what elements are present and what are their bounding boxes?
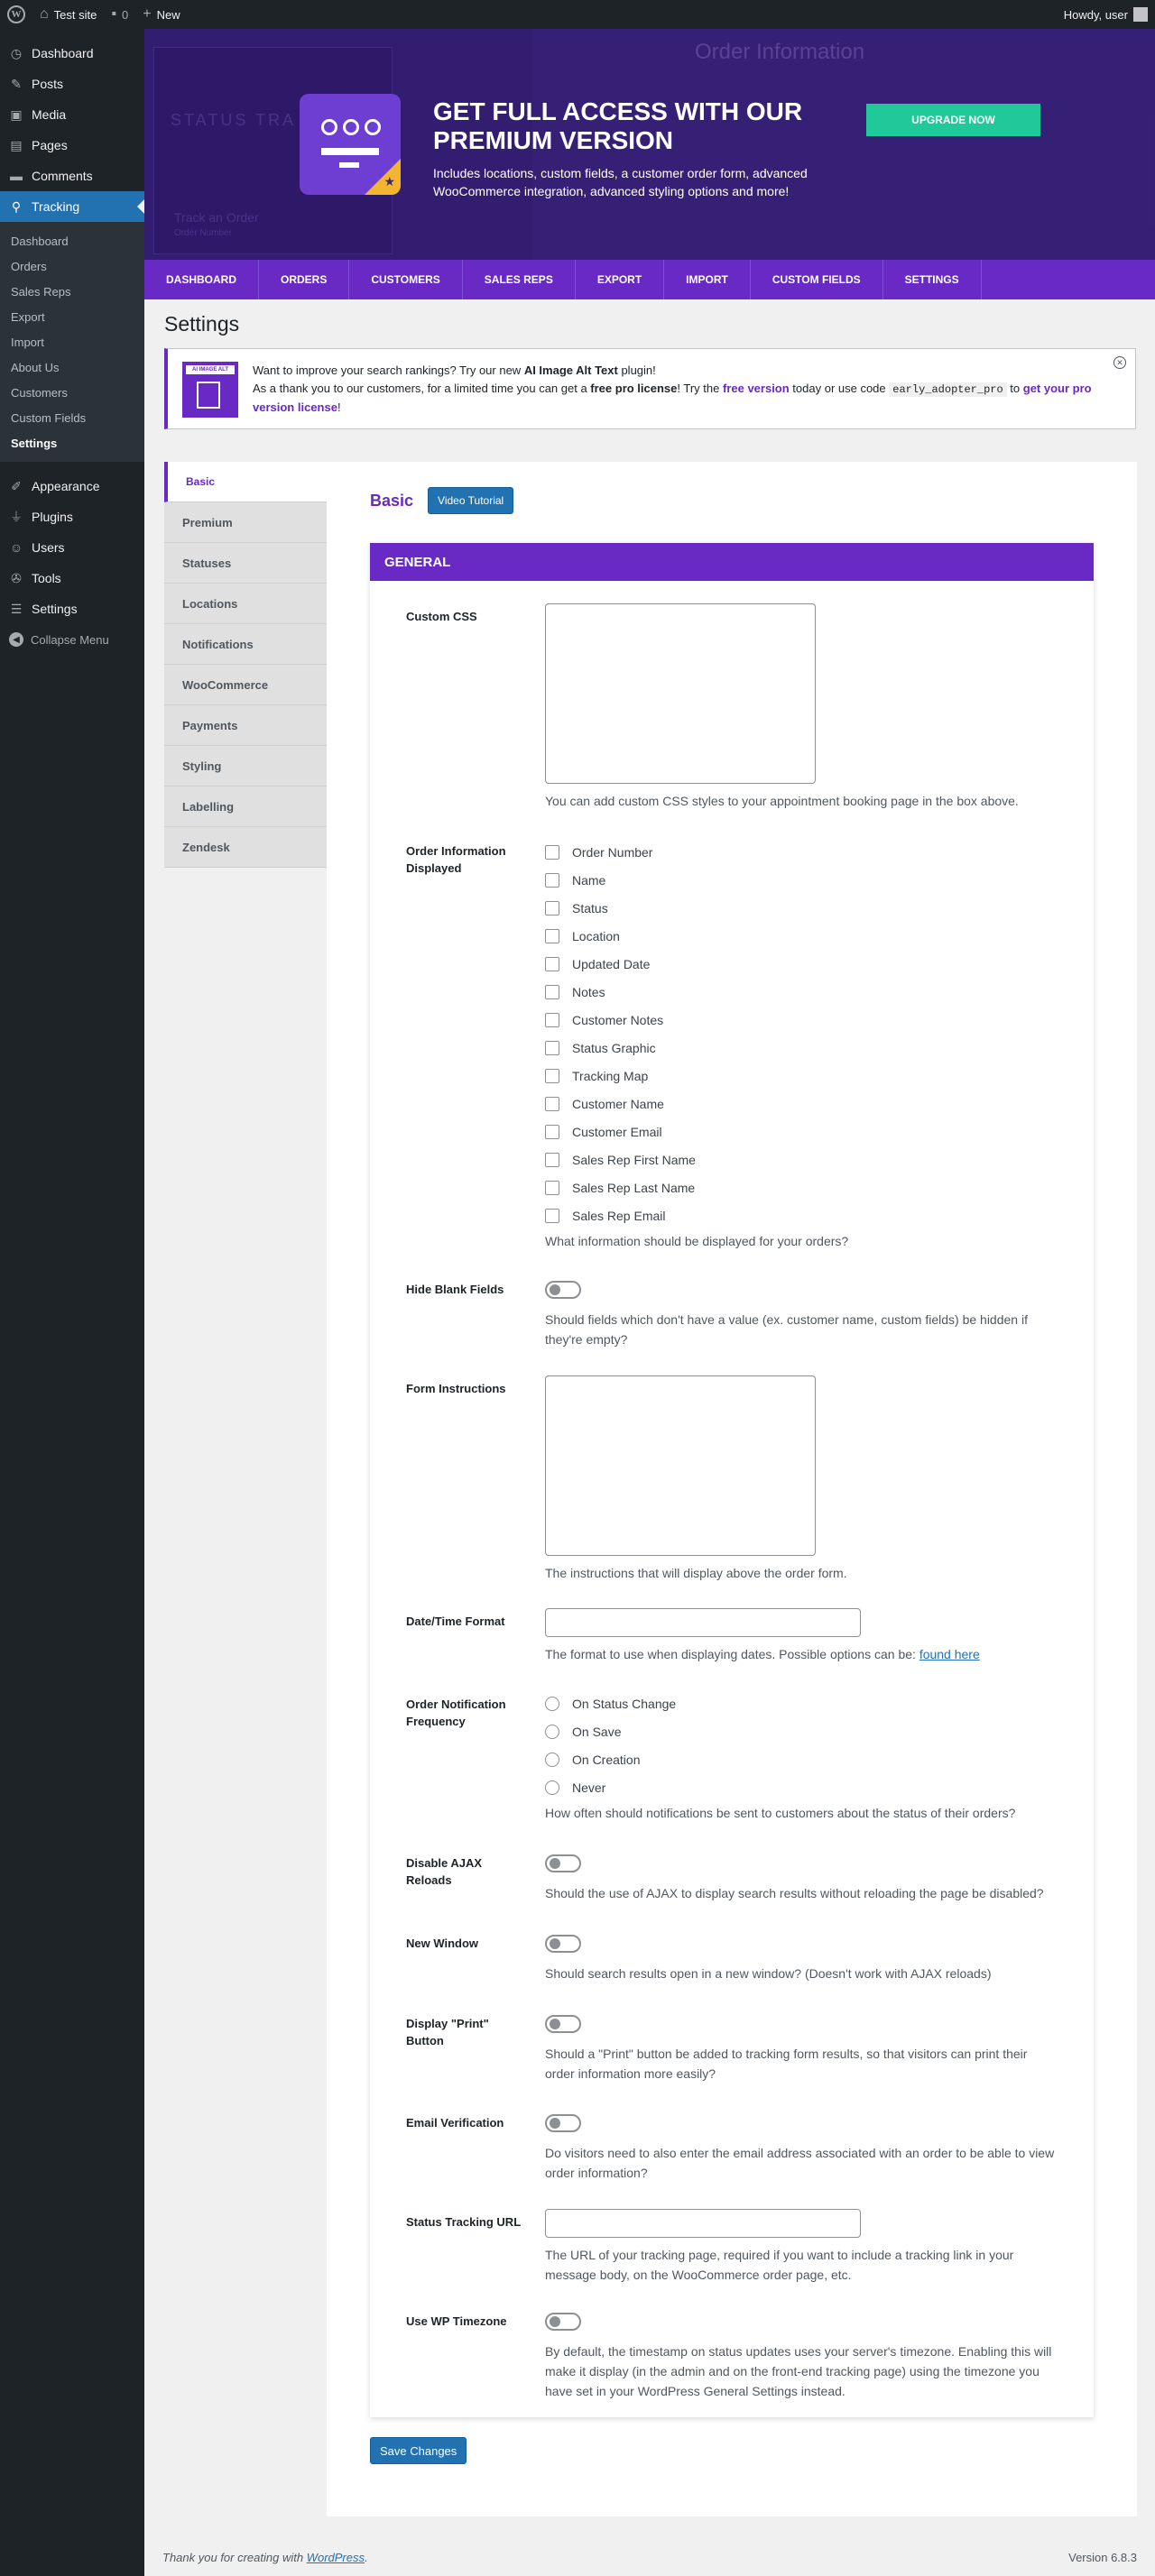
premium-banner [144, 29, 1155, 260]
order-info-option[interactable] [545, 922, 1059, 950]
sidebar-item-label: Media [32, 107, 67, 122]
section-heading: Basic [370, 491, 414, 510]
avatar [1133, 7, 1148, 22]
tab-notifications[interactable]: Notifications [164, 624, 327, 665]
checkbox-label: Customer Notes [572, 1012, 664, 1027]
plugin-nav [144, 260, 1155, 299]
home-icon: ⌂ [40, 6, 49, 22]
checkbox[interactable] [545, 1153, 559, 1167]
tab-payments[interactable]: Payments [164, 705, 327, 746]
radio-button[interactable] [545, 1780, 559, 1795]
checkbox[interactable] [545, 985, 559, 999]
print-button-description: Should a "Print" button be added to tracking form results, so that visitors can print their order information more easily? [545, 2047, 1028, 2081]
new-window-label: New Window [406, 1937, 479, 1950]
hide-blank-description: Should fields which don't have a value (ex. customer name, custom fields) be hidden if they're empty? [545, 1312, 1028, 1347]
tab-basic[interactable]: Basic [164, 462, 327, 502]
order-info-option[interactable] [545, 1201, 1059, 1229]
radio-button[interactable] [545, 1725, 559, 1739]
plugin-nav-custom-fields[interactable]: CUSTOM FIELDS [751, 260, 883, 299]
email-verification-description: Do visitors need to also enter the email address associated with an order to be able to view order information? [545, 2146, 1055, 2180]
sidebar-item-label: Dashboard [32, 46, 94, 60]
tracking-submenu [0, 222, 144, 462]
order-info-option[interactable] [545, 894, 1059, 922]
checkbox[interactable] [545, 1125, 559, 1139]
sidebar-item-media[interactable] [0, 99, 144, 130]
new-content-link[interactable]: + New [143, 6, 180, 22]
new-window-description: Should search results open in a new window? (Doesn't work with AJAX reloads) [545, 1966, 992, 1981]
order-info-description: What information should be displayed for your orders? [545, 1234, 849, 1248]
save-changes-button[interactable]: Save Changes [370, 2437, 467, 2464]
wp-timezone-description: By default, the timestamp on status updates uses your server's timezone. Enabling this will make it display (in the admin and on the front-end tracking page) using the timezone you have set in your WordPress General Settings instead. [545, 2344, 1052, 2398]
admin-bar [0, 0, 1155, 29]
tracking-url-label: Status Tracking URL [406, 2215, 522, 2229]
print-button-toggle[interactable] [545, 2015, 581, 2033]
plugin-nav-orders[interactable]: ORDERS [259, 260, 349, 299]
banner-title: GET FULL ACCESS WITH OUR PREMIUM VERSION [433, 97, 803, 154]
radio-button[interactable] [545, 1697, 559, 1711]
order-info-option[interactable] [545, 1173, 1059, 1201]
tab-statuses[interactable]: Statuses [164, 543, 327, 584]
sidebar-item-label: Comments [32, 169, 93, 183]
dashboard-icon: ◷ [10, 45, 23, 60]
tab-zendesk[interactable]: Zendesk [164, 827, 327, 868]
custom-css-textarea[interactable] [545, 603, 816, 784]
tab-woocommerce[interactable]: WooCommerce [164, 665, 327, 705]
admin-sidebar [0, 29, 144, 2576]
order-info-label: Order Information Displayed [406, 844, 506, 875]
date-format-label: Date/Time Format [406, 1615, 505, 1628]
plugin-logo-icon [300, 94, 401, 195]
form-instructions-textarea[interactable] [545, 1375, 816, 1556]
submenu-item-export[interactable]: Export [11, 309, 45, 324]
tab-labelling[interactable]: Labelling [164, 787, 327, 827]
wrench-icon: ✇ [11, 570, 22, 585]
form-instructions-description: The instructions that will display above the order form. [545, 1566, 847, 1580]
video-tutorial-button[interactable]: Video Tutorial [428, 487, 513, 514]
submenu-item-dashboard[interactable]: Dashboard [11, 234, 69, 248]
submenu-item-customers[interactable]: Customers [11, 385, 68, 400]
sidebar-item-plugins[interactable] [0, 501, 144, 532]
order-info-option[interactable] [545, 1006, 1059, 1034]
comments-icon: ▬ [10, 169, 23, 183]
image-icon [197, 382, 220, 409]
sidebar-item-dashboard[interactable] [0, 38, 144, 69]
checkbox-label: Updated Date [572, 956, 651, 971]
sidebar-item-label: Settings [32, 602, 78, 616]
sidebar-item-tools[interactable] [0, 563, 144, 593]
sidebar-item-appearance[interactable] [0, 471, 144, 501]
radio-label: On Status Change [572, 1696, 677, 1711]
page-title: Settings [164, 312, 240, 336]
submenu-item-custom-fields[interactable]: Custom Fields [11, 410, 87, 425]
checkbox[interactable] [545, 901, 559, 915]
location-pin-icon: ⚲ [11, 198, 22, 214]
sidebar-item-label: Tools [32, 571, 61, 585]
dismiss-notice-icon[interactable]: ✕ [1113, 356, 1126, 369]
order-info-option[interactable] [545, 1034, 1059, 1062]
plugin-nav-import[interactable]: IMPORT [664, 260, 751, 299]
disable-ajax-label: Disable AJAX Reloads [406, 1856, 483, 1887]
custom-css-label: Custom CSS [406, 610, 477, 623]
checkbox[interactable] [545, 1041, 559, 1055]
checkbox-label: Sales Rep Email [572, 1208, 666, 1223]
checkbox-label: Name [572, 872, 606, 888]
wp-timezone-toggle[interactable] [545, 2313, 581, 2331]
order-info-checkboxes [545, 838, 1059, 1229]
custom-css-description: You can add custom CSS styles to your appointment booking page in the box above. [545, 794, 1019, 808]
plugin-nav-settings[interactable]: SETTINGS [883, 260, 982, 299]
checkbox[interactable] [545, 1209, 559, 1223]
submenu-item-orders[interactable]: Orders [11, 259, 47, 273]
notice-text: Want to improve your search rankings? Try our new AI Image Alt Text plugin! As a thank you to our customers, for a limited time you can get a free pro license! Try the free version today or use code early_adopter_pro to get your pro version license! [253, 363, 1092, 414]
checkbox[interactable] [545, 1069, 559, 1083]
checkbox[interactable] [545, 1013, 559, 1027]
plug-icon: ⏚ [10, 510, 23, 524]
radio-label: On Creation [572, 1752, 641, 1767]
submenu-item-about-us[interactable]: About Us [11, 360, 60, 374]
collapse-arrow-icon: ◀ [9, 632, 23, 647]
settings-icon: ☰ [10, 601, 23, 616]
sidebar-item-label: Appearance [32, 479, 100, 493]
brush-icon: ✐ [11, 478, 22, 493]
wp-timezone-label: Use WP Timezone [406, 2314, 507, 2328]
checkbox-label: Customer Email [572, 1124, 662, 1139]
frequency-option[interactable] [545, 1745, 1059, 1773]
order-info-option[interactable] [545, 1090, 1059, 1118]
found-here-link[interactable]: found here [919, 1647, 980, 1661]
notification-frequency-description: How often should notifications be sent to customers about the status of their orders? [545, 1806, 1016, 1820]
checkbox[interactable] [545, 1181, 559, 1195]
checkbox-label: Status [572, 900, 608, 915]
wordpress-link[interactable]: WordPress [306, 2551, 365, 2564]
checkbox[interactable] [545, 929, 559, 943]
date-format-input[interactable] [545, 1608, 861, 1637]
sidebar-item-label: Users [32, 540, 65, 555]
coupon-code: early_adopter_pro [889, 382, 1006, 397]
order-info-option[interactable] [545, 838, 1059, 866]
checkbox-label: Status Graphic [572, 1040, 656, 1055]
tracking-url-description: The URL of your tracking page, required if you want to include a tracking link in your message body, on the WooCommerce order page, etc. [545, 2248, 1014, 2282]
checkbox-label: Sales Rep First Name [572, 1152, 696, 1167]
collapse-menu-button[interactable]: ◀ Collapse Menu [0, 624, 144, 655]
order-info-option[interactable] [545, 1118, 1059, 1145]
checkbox[interactable] [545, 957, 559, 971]
footer-version: Version 6.8.3 [1068, 2551, 1137, 2564]
sidebar-item-users[interactable] [0, 532, 144, 563]
comments-link[interactable]: ▪ 0 [111, 6, 129, 22]
sidebar-item-tracking[interactable] [0, 191, 144, 222]
print-button-label: Display "Print" Button [406, 2017, 489, 2047]
ai-image-alt-text-logo: AI IMAGE ALT TEXT [182, 362, 238, 418]
star-icon: ★ [383, 174, 395, 189]
notification-frequency-radios [545, 1689, 1059, 1801]
general-section [370, 543, 1094, 2417]
user-account-menu[interactable]: Howdy, user [1064, 7, 1155, 22]
radio-button[interactable] [545, 1753, 559, 1767]
settings-tabs [164, 462, 327, 868]
sidebar-item-label: Posts [32, 77, 64, 91]
order-info-option[interactable] [545, 978, 1059, 1006]
wp-logo-menu[interactable] [0, 0, 32, 29]
new-window-toggle[interactable] [545, 1935, 581, 1953]
free-version-link[interactable]: free version [722, 382, 790, 395]
date-format-description: The format to use when displaying dates. Possible options can be: found here [545, 1647, 980, 1661]
sidebar-item-label: Pages [32, 138, 68, 152]
hide-blank-label: Hide Blank Fields [406, 1283, 504, 1296]
tab-locations[interactable]: Locations [164, 584, 327, 624]
footer-thanks: Thank you for creating with WordPress. [162, 2551, 368, 2564]
settings-panel [327, 462, 1137, 2516]
submenu-item-sales-reps[interactable]: Sales Reps [11, 284, 71, 299]
checkbox-label: Customer Name [572, 1096, 664, 1111]
pro-license-link[interactable]: get your pro version license [253, 382, 1092, 414]
order-info-option[interactable] [545, 950, 1059, 978]
submenu-item-import[interactable]: Import [11, 335, 44, 349]
comment-icon: ▪ [111, 6, 117, 22]
email-verification-toggle[interactable] [545, 2114, 581, 2132]
frequency-option[interactable] [545, 1689, 1059, 1717]
sidebar-item-label: Plugins [32, 510, 73, 524]
checkbox-label: Location [572, 928, 620, 943]
frequency-option[interactable] [545, 1773, 1059, 1801]
promo-notice [164, 348, 1136, 429]
general-section-title: GENERAL [370, 543, 1094, 581]
checkbox-label: Sales Rep Last Name [572, 1180, 696, 1195]
order-info-option[interactable] [545, 866, 1059, 894]
radio-label: On Save [572, 1724, 622, 1739]
plugin-nav-dashboard[interactable]: DASHBOARD [144, 260, 259, 299]
banner-subtitle: Includes locations, custom fields, a customer order form, advanced WooCommerce integration, advanced styling options and more! [433, 166, 808, 198]
radio-label: Never [572, 1780, 606, 1795]
order-info-option[interactable] [545, 1062, 1059, 1090]
email-verification-label: Email Verification [406, 2116, 504, 2130]
plus-icon: + [143, 6, 152, 22]
checkbox-label: Notes [572, 984, 605, 999]
checkbox-label: Tracking Map [572, 1068, 649, 1083]
wordpress-logo-icon: W [7, 5, 25, 23]
sidebar-item-posts[interactable] [0, 69, 144, 99]
plugin-nav-sales-reps[interactable]: SALES REPS [463, 260, 576, 299]
plugin-nav-export[interactable]: EXPORT [576, 260, 664, 299]
hide-blank-toggle[interactable] [545, 1281, 581, 1299]
tab-premium[interactable]: Premium [164, 502, 327, 543]
order-info-option[interactable] [545, 1145, 1059, 1173]
tracking-url-input[interactable] [545, 2209, 861, 2238]
sidebar-item-settings[interactable] [0, 593, 144, 624]
submenu-item-settings[interactable]: Settings [11, 436, 58, 450]
tab-styling[interactable]: Styling [164, 746, 327, 787]
pages-icon: ▤ [10, 137, 23, 152]
disable-ajax-description: Should the use of AJAX to display search results without reloading the page be disabled? [545, 1886, 1044, 1900]
checkbox[interactable] [545, 845, 559, 860]
upgrade-now-button[interactable]: UPGRADE NOW [866, 104, 1040, 136]
sidebar-item-pages[interactable] [0, 130, 144, 161]
site-name-link[interactable]: ⌂ Test site [40, 6, 97, 22]
checkbox[interactable] [545, 1097, 559, 1111]
frequency-option[interactable] [545, 1717, 1059, 1745]
disable-ajax-toggle[interactable] [545, 1854, 581, 1872]
pin-icon: ✎ [11, 76, 22, 91]
sidebar-item-label: Tracking [32, 199, 80, 214]
form-instructions-label: Form Instructions [406, 1382, 506, 1395]
sidebar-item-comments[interactable] [0, 161, 144, 191]
users-icon: ☺ [9, 540, 23, 555]
checkbox-label: Order Number [572, 844, 653, 860]
notification-frequency-label: Order Notification Frequency [406, 1697, 506, 1728]
media-icon: ▣ [10, 106, 23, 122]
checkbox[interactable] [545, 873, 559, 888]
plugin-nav-customers[interactable]: CUSTOMERS [349, 260, 462, 299]
